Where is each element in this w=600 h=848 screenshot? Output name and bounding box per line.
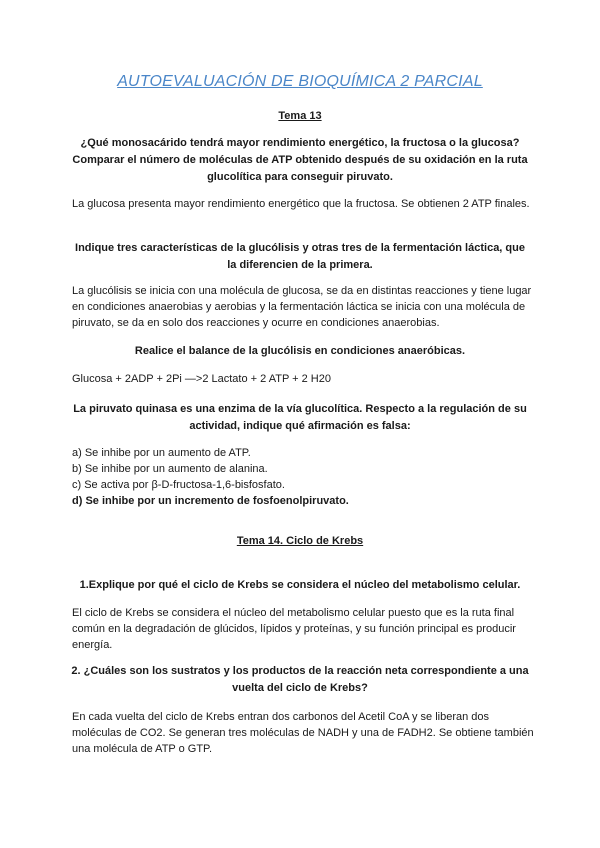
tema13-answer-4-options [72, 445, 537, 509]
tema14-question-1: 1.Explique por qué el ciclo de Krebs se considera el núcleo del metabolismo celular. [79, 579, 521, 591]
tema14-answer-2: En cada vuelta del ciclo de Krebs entran dos carbonos del Acetil CoA y se liberan dos moléculas de CO2. Se generan tres moléculas de NADH y una de FADH2. Se obtiene también una molécula de ATP o GTP. [72, 711, 534, 755]
tema14-heading: Tema 14. Ciclo de Krebs [236, 535, 364, 547]
tema13-answer-2: La glucólisis se inicia con una molécula de glucosa, se da en distintas reacciones y tiene lugar en condiciones anaerobias y aerobias y la fermentación láctica se inicia con una molécula de piruvato, se da en solo dos reacciones y ocurre en condiciones anaerobias. [72, 285, 532, 329]
tema13-heading: Tema 13 [278, 110, 322, 122]
tema13-question-1: ¿Qué monosacárido tendrá mayor rendimiento energético, la fructosa o la glucosa? Comparar el número de moléculas de ATP obtenido después de su oxidación en la ruta glucolítica para conseguir piruvato. [72, 137, 528, 183]
option-c: c) Se activa por β-D-fructosa-1,6-bisfosfato. [72, 479, 285, 491]
option-b: b) Se inhibe por un aumento de alanina. [72, 463, 268, 475]
tema13-question-2: Indique tres características de la glucólisis y otras tres de la fermentación láctica, que la diferencien de la primera. [75, 242, 525, 271]
document-title: AUTOEVALUACIÓN DE BIOQUÍMICA 2 PARCIAL [117, 73, 483, 90]
option-a: a) Se inhibe por un aumento de ATP. [72, 447, 251, 459]
tema13-answer-3: Glucosa + 2ADP + 2Pi —>2 Lactato + 2 ATP + 2 H20 [72, 373, 331, 385]
tema14-answer-1: El ciclo de Krebs se considera el núcleo del metabolismo celular puesto que es la ruta final común en la degradación de glúcidos, lípidos y proteínas, y su función principal es producir energía. [72, 607, 516, 651]
tema13-answer-1: La glucosa presenta mayor rendimiento energético que la fructosa. Se obtienen 2 ATP finales. [72, 198, 530, 210]
option-d-correct: d) Se inhibe por un incremento de fosfoenolpiruvato. [72, 495, 349, 507]
tema13-question-3: Realice el balance de la glucólisis en condiciones anaeróbicas. [134, 345, 466, 357]
tema14-question-2: 2. ¿Cuáles son los sustratos y los productos de la reacción neta correspondiente a una vuelta del ciclo de Krebs? [71, 665, 529, 694]
tema13-question-4: La piruvato quinasa es una enzima de la vía glucolítica. Respecto a la regulación de su actividad, indique qué afirmación es falsa: [73, 403, 527, 432]
